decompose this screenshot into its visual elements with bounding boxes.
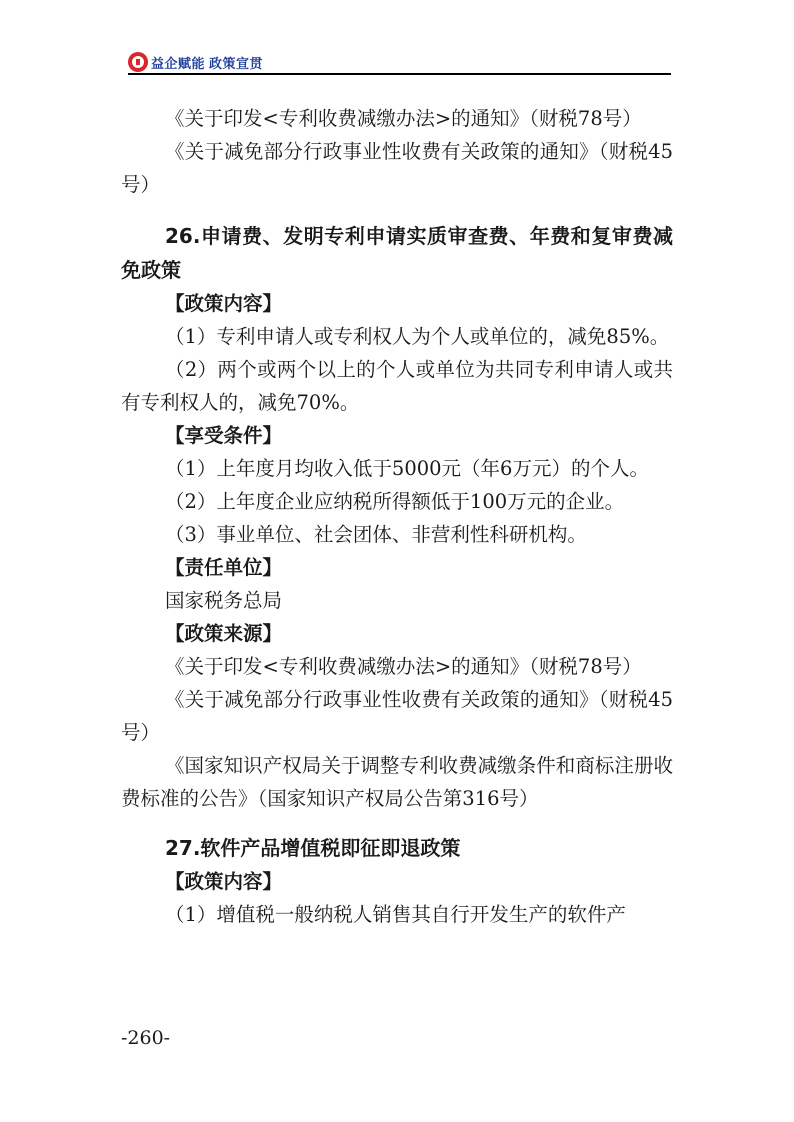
policy-content-item: （1）增值税一般纳税人销售其自行开发生产的软件产 [165,903,626,926]
responsible-unit-tag: 【责任单位】 [165,556,283,579]
condition-item: （3）事业单位、社会团体、非营利性科研机构。 [165,523,587,546]
condition-item: （2）上年度企业应纳税所得额低于100万元的企业。 [165,490,625,513]
policy-source-line: 《关于减免部分行政事业性收费有关政策的通知》（财税45号） [121,688,673,744]
header-logo [128,51,263,73]
header-divider [128,73,671,75]
policy-content-tag: 【政策内容】 [165,292,283,315]
policy-content-item: （2）两个或两个以上的个人或单位为共同专利申请人或共有专利权人的，减免70%。 [121,358,673,414]
responsible-unit: 国家税务总局 [165,589,283,612]
logo-brand: 益企赋能 [151,56,206,72]
section-heading-27: 27.软件产品增值税即征即退政策 [165,836,461,860]
policy-content-tag: 【政策内容】 [165,870,283,893]
section-heading-26: 26.申请费、发明专利申请实质审查费、年费和复审费减免政策 [121,224,673,282]
policy-source-line: 《关于印发<专利收费减缴办法>的通知》（财税78号） [165,655,642,678]
policy-source-line: 《国家知识产权局关于调整专利收费减缴条件和商标注册收费标准的公告》（国家知识产权局公告第316号） [121,754,673,810]
policy-source-line: 《关于印发<专利收费减缴办法>的通知》（财税78号） [165,107,642,130]
policy-source-tag: 【政策来源】 [165,622,283,645]
policy-source-line: 《关于减免部分行政事业性收费有关政策的通知》（财税45号） [121,140,673,196]
policy-content-item: （1）专利申请人或专利权人为个人或单位的，减免85%。 [165,325,670,348]
page-number: -260- [121,1027,171,1049]
logo-text [151,53,263,72]
logo-slogan: 政策宣贯 [209,56,264,72]
logo-icon [128,52,148,72]
conditions-tag: 【享受条件】 [165,424,283,447]
document-body [121,102,673,931]
condition-item: （1）上年度月均收入低于5000元（年6万元）的个人。 [165,457,649,480]
